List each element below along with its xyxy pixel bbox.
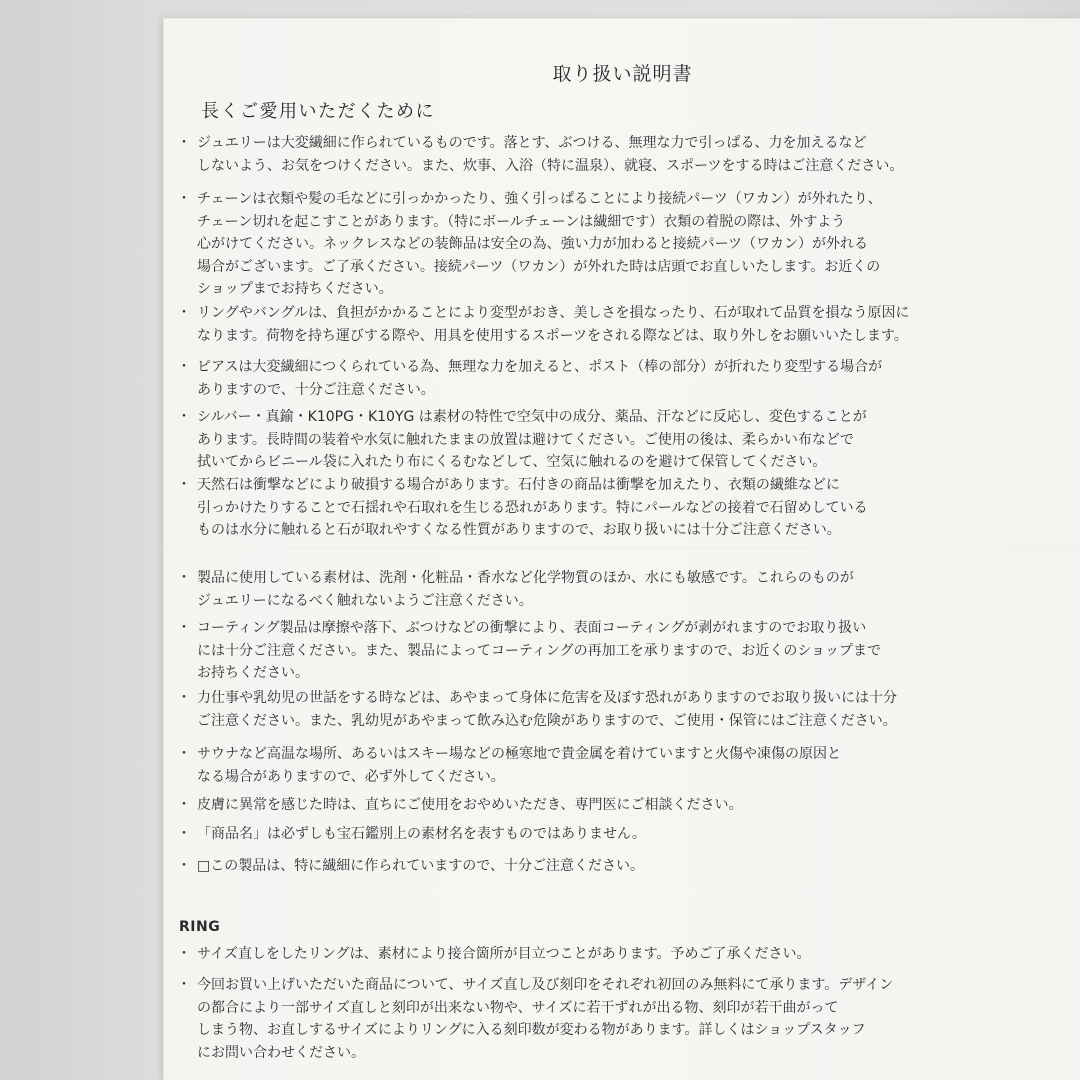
item-line: チェーンは衣類や髪の毛などに引っかかったり、強く引っぱることにより接続パーツ（ワカン）が外れたり、 <box>197 191 882 207</box>
care-item-skin <box>177 794 947 817</box>
item-line: しないよう、お気をつけください。また、炊事、入浴（特に温泉）、就寝、スポーツをする時はご注意ください。 <box>197 157 904 174</box>
item-line: 場合がございます。ご了承ください。接続パーツ（ワカン）が外れた時は店頭でお直しいたします。お近くの <box>197 258 881 275</box>
item-line: お持ちください。 <box>197 665 309 681</box>
item-line: 天然石は衝撃などにより破損する場合があります。石付きの商品は衝撃を加えたり、衣類の繊維などに <box>197 477 840 493</box>
bullet-mark: ・ <box>177 826 191 842</box>
item-line: 引っかけたりすることで石揺れや石取れを生じる恐れがあります。特にパールなどの接着で石留めしている <box>197 499 868 516</box>
care-item-heavy-work-infants <box>177 687 947 732</box>
bullet-mark: ・ <box>177 409 191 425</box>
care-item-chemicals <box>177 567 947 612</box>
care-item-temperature <box>177 743 947 788</box>
item-line: コーティング製品は摩擦や落下、ぶつけなどの衝撃により、表面コーティングが剥がれますのでお取り扱い <box>197 620 867 636</box>
bullet-mark: ・ <box>177 977 191 993</box>
item-line: ショップまでお持ちください。 <box>197 281 393 297</box>
item-line: ありますので、十分ご注意ください。 <box>197 381 435 398</box>
item-line: なる場合がありますので、必ず外してください。 <box>197 768 505 785</box>
document-subtitle: 長くご愛用いただくために <box>201 101 435 122</box>
care-item-ring-bangle <box>177 302 947 347</box>
item-line: □この製品は、特に繊細に作られていますので、十分ご注意ください。 <box>197 858 644 874</box>
bullet-mark: ・ <box>177 477 191 493</box>
item-line: には十分ご注意ください。また、製品によってコーティングの再加工を承りますので、お近くのショップまで <box>197 642 882 659</box>
bullet-mark: ・ <box>177 746 191 762</box>
item-line: 拭いてからビニール袋に入れたり布にくるむなどして、空気に触れるのを避けて保管してください。 <box>197 454 827 470</box>
item-line: ものは水分に触れると石が取れやすくなる性質がありますので、お取り扱いには十分ご注意ください。 <box>197 522 841 538</box>
care-item-natural-stone <box>177 474 947 542</box>
item-line: 力仕事や乳幼児の世話をする時などは、あやまって身体に危害を及ぼす恐れがありますのでお取り扱いには十分 <box>197 690 897 706</box>
item-line: しまう物、お直しするサイズによりリングに入る刻印数が変わる物があります。詳しくはショップスタッフ <box>197 1022 866 1038</box>
item-line: 製品に使用している素材は、洗剤・化粧品・香水など化学物質のほか、水にも敏感です。これらのものが <box>197 570 854 586</box>
item-line: あります。長時間の装着や水気に触れたままの放置は避けてください。ご使用の後は、柔らかい布などで <box>197 431 854 448</box>
bullet-mark: ・ <box>177 797 191 813</box>
item-line: リングやバングルは、負担がかかることにより変型がおき、美しさを損なったり、石が取れて品質を損なう原因に <box>197 305 910 321</box>
ring-item-free-service <box>177 974 947 1064</box>
item-line: チェーン切れを起こすことがあります。（特にボールチェーンは繊細です）衣類の着脱の際は、外すよう <box>197 213 846 230</box>
bullet-mark: ・ <box>177 620 191 636</box>
care-item-silver-brass <box>177 406 947 474</box>
bullet-mark: ・ <box>177 135 191 151</box>
care-item-jewelry-fragile <box>177 132 947 177</box>
instruction-sheet <box>163 18 1080 1080</box>
bullet-mark: ・ <box>177 570 191 586</box>
bullet-mark: ・ <box>177 946 191 962</box>
item-line: サイズ直しをしたリングは、素材により接合箇所が目立つことがあります。予めご了承ください。 <box>197 946 811 962</box>
care-item-pierce <box>177 356 947 401</box>
bullet-mark: ・ <box>177 191 191 207</box>
item-line: 今回お買い上げいただいた商品について、サイズ直し及び刻印をそれぞれ初回のみ無料にて承ります。デザイン <box>197 977 894 993</box>
bullet-mark: ・ <box>177 305 191 321</box>
paper-fold-line <box>164 547 1080 548</box>
item-line: にお問い合わせください。 <box>197 1044 365 1061</box>
item-line: 心がけてください。ネックレスなどの装飾品は安全の為、強い力が加わると接続パーツ（ワカン）が外れる <box>197 236 869 252</box>
bullet-mark: ・ <box>177 690 191 706</box>
item-line: なります。荷物を持ち運びする際や、用具を使用するスポーツをされる際などは、取り外しをお願いいたします。 <box>197 327 908 344</box>
item-line: 「商品名」は必ずしも宝石鑑別上の素材名を表すものではありません。 <box>197 826 646 842</box>
care-item-product-name <box>177 823 947 846</box>
item-line: サウナなど高温な場所、あるいはスキー場などの極寒地で貴金属を着けていますと火傷や凍傷の原因と <box>197 746 841 762</box>
bullet-mark: ・ <box>177 359 191 375</box>
item-line: ジュエリーになるべく触れないようご注意ください。 <box>197 592 533 609</box>
care-item-chain <box>177 188 947 301</box>
item-line: ジュエリーは大変繊細に作られているものです。落とす、ぶつける、無理な力で引っぱる、力を加えるなど <box>197 135 867 151</box>
document-title: 取り扱い説明書 <box>552 63 693 85</box>
care-item-fragile-product <box>177 855 947 878</box>
ring-item-resize-joint <box>177 943 947 966</box>
item-line: ご注意ください。また、乳幼児があやまって飲み込む危険がありますので、ご使用・保管にはご注意ください。 <box>197 712 897 729</box>
item-line: ピアスは大変繊細につくられている為、無理な力を加えると、ポスト（棒の部分）が折れたり変型する場合が <box>197 359 883 375</box>
item-line: の都合により一部サイズ直しと刻印が出来ない物や、サイズに若干ずれが出る物、刻印が若干曲がって <box>197 999 839 1016</box>
ring-section-heading: RING <box>179 919 221 935</box>
care-item-coating <box>177 617 947 685</box>
bullet-mark: ・ <box>177 858 191 874</box>
item-line: シルバー・真鍮・K10PG・K10YG は素材の特性で空気中の成分、薬品、汗などに反応し、変色することが <box>197 409 867 425</box>
item-line: 皮膚に異常を感じた時は、直ちにご使用をおやめいただき、専門医にご相談ください。 <box>197 797 743 813</box>
